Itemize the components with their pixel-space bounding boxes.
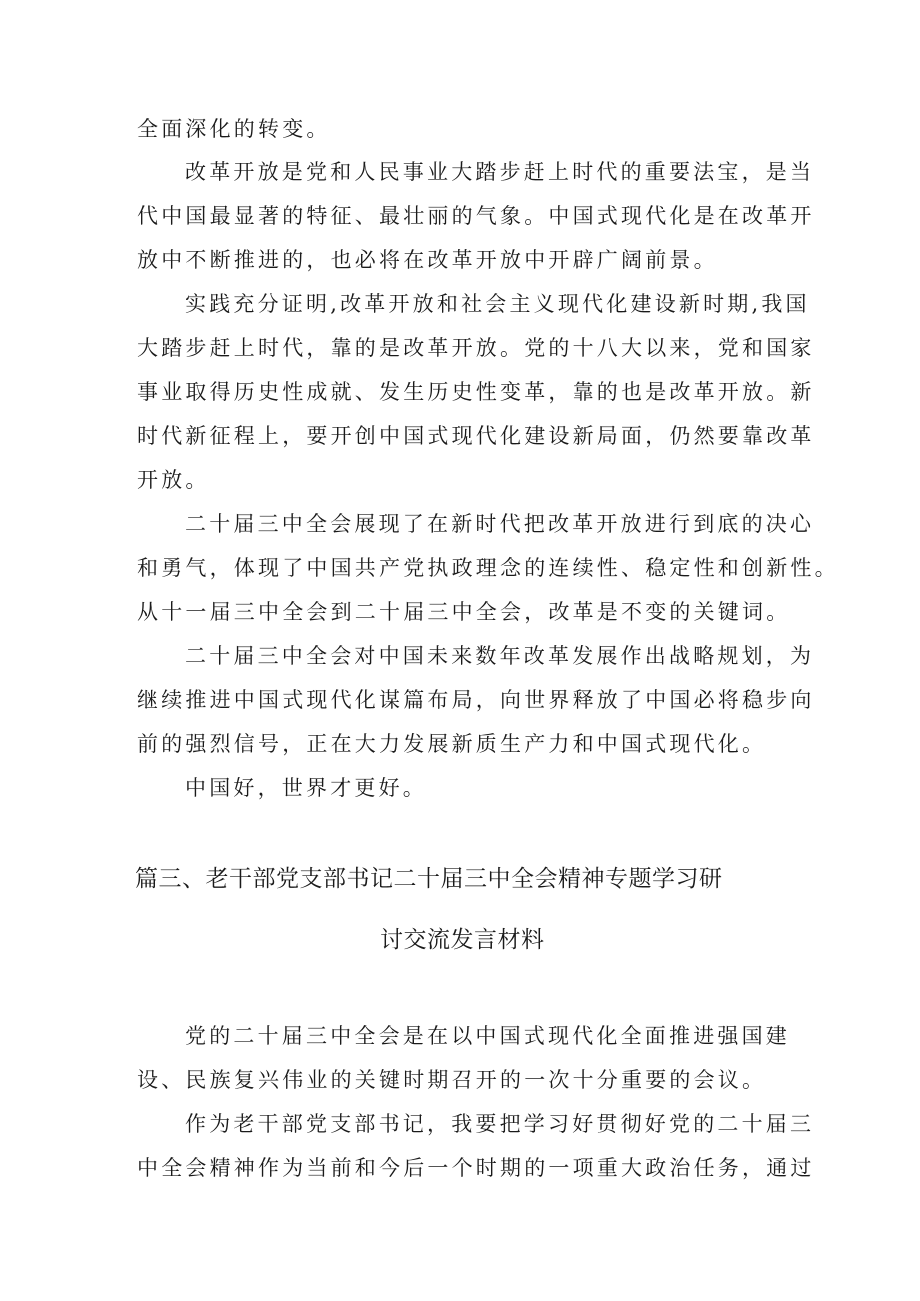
paragraph-line: 时代新征程上，要开创中国式现代化建设新局面，仍然要靠改革 <box>137 424 815 448</box>
paragraph-line: 中国好，世界才更好。 <box>185 776 427 800</box>
paragraph-line: 大踏步赶上时代，靠的是改革开放。党的十八大以来，党和国家 <box>137 336 815 360</box>
paragraph-line: 作为老干部党支部书记，我要把学习好贯彻好党的二十届三 <box>185 1112 815 1136</box>
paragraph-line: 设、民族复兴伟业的关键时期召开的一次十分重要的会议。 <box>137 1068 767 1092</box>
section-title-line-1: 篇三、老干部党支部书记二十届三中全会精神专题学习研 <box>135 866 723 892</box>
paragraph-line: 从十一届三中全会到二十届三中全会，改革是不变的关键词。 <box>137 600 791 624</box>
paragraph-line: 实践充分证明,改革开放和社会主义现代化建设新时期,我国 <box>185 292 810 316</box>
paragraph-line: 开放。 <box>137 468 210 492</box>
paragraph-line: 放中不断推进的，也必将在改革开放中开辟广阔前景。 <box>137 248 718 272</box>
paragraph-line: 前的强烈信号，正在大力发展新质生产力和中国式现代化。 <box>137 732 767 756</box>
section-title-line-2: 讨交流发言材料 <box>380 927 545 953</box>
paragraph-line: 党的二十届三中全会是在以中国式现代化全面推进强国建 <box>185 1024 790 1048</box>
paragraph-line: 中全会精神作为当前和今后一个时期的一项重大政治任务，通过 <box>137 1156 815 1180</box>
paragraph-line: 改革开放是党和人民事业大踏步赶上时代的重要法宝，是当 <box>185 160 815 184</box>
paragraph-line: 继续推进中国式现代化谋篇布局，向世界释放了中国必将稳步向 <box>137 688 815 712</box>
paragraph-line: 代中国最显著的特征、最壮丽的气象。中国式现代化是在改革开 <box>137 204 815 228</box>
paragraph-line: 事业取得历史性成就、发生历史性变革，靠的也是改革开放。新 <box>137 380 815 404</box>
paragraph-line: 二十届三中全会对中国未来数年改革发展作出战略规划，为 <box>185 644 815 668</box>
paragraph-line: 二十届三中全会展现了在新时代把改革开放进行到底的决心 <box>185 512 815 536</box>
paragraph-line: 和勇气，体现了中国共产党执政理念的连续性、稳定性和创新性。 <box>137 556 839 580</box>
paragraph-line: 全面深化的转变。 <box>137 117 331 141</box>
